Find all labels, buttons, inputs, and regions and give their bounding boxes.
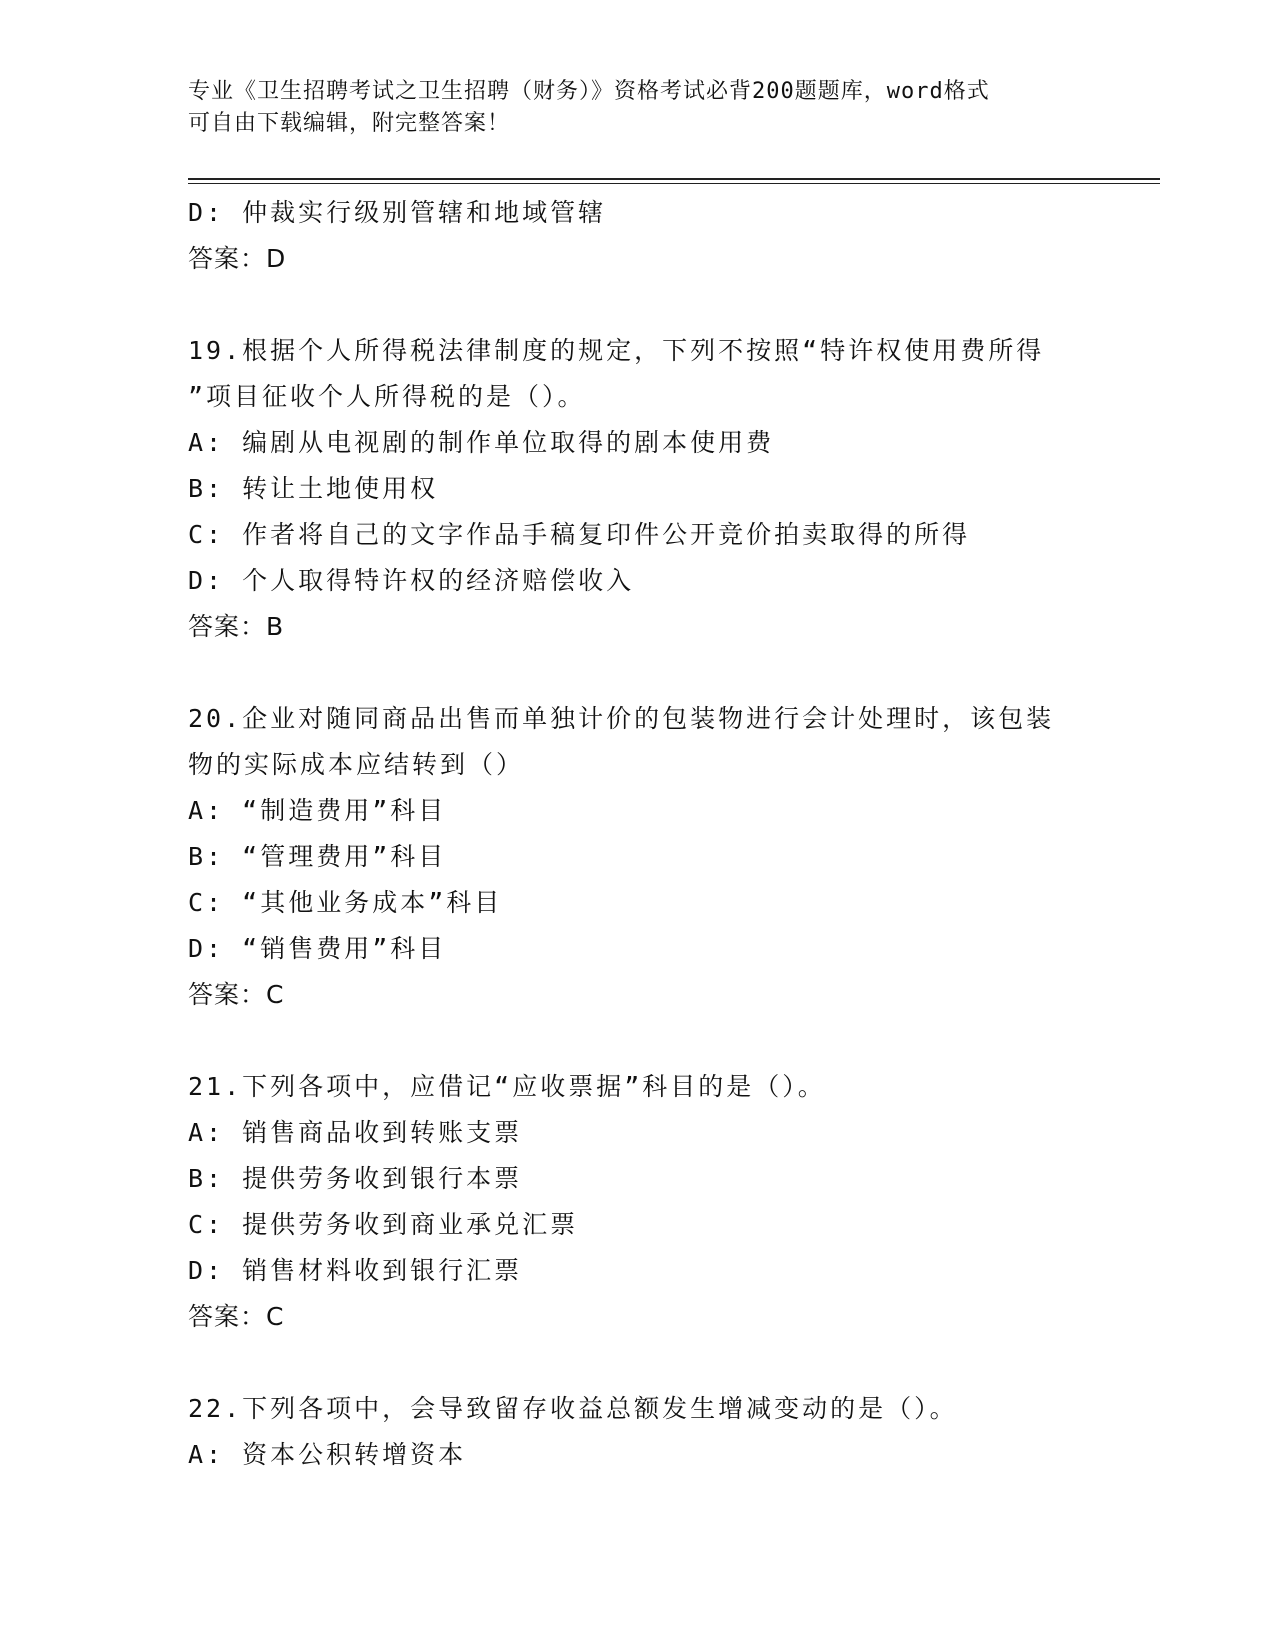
header-line-1: 专业《卫生招聘考试之卫生招聘（财务）》资格考试必背200题题库，word格式 bbox=[188, 79, 990, 104]
answer: 答案：C bbox=[188, 1302, 285, 1331]
option-b: B: 转让土地使用权 bbox=[188, 474, 439, 503]
spacer bbox=[188, 650, 1088, 696]
option-d: D: “销售费用”科目 bbox=[188, 934, 447, 963]
header-line-2: 可自由下载编辑，附完整答案！ bbox=[188, 111, 511, 136]
question-text-line-1: 20.企业对随同商品出售而单独计价的包装物进行会计处理时，该包装 bbox=[188, 704, 1055, 733]
question-text-line-1: 21.下列各项中，应借记“应收票据”科目的是（）。 bbox=[188, 1072, 826, 1101]
question-19 bbox=[188, 328, 1088, 650]
answer: 答案：D bbox=[188, 244, 287, 273]
question-20 bbox=[188, 696, 1088, 1018]
spacer bbox=[188, 282, 1088, 328]
question-22 bbox=[188, 1386, 1088, 1478]
option-d: D: 个人取得特许权的经济赔偿收入 bbox=[188, 566, 635, 595]
option-d: D: 仲裁实行级别管辖和地域管辖 bbox=[188, 198, 607, 227]
document-header bbox=[188, 76, 1088, 140]
option-c: C: “其他业务成本”科目 bbox=[188, 888, 503, 917]
option-a: A: 资本公积转增资本 bbox=[188, 1440, 467, 1469]
option-a: A: 编剧从电视剧的制作单位取得的剧本使用费 bbox=[188, 428, 775, 457]
option-a: A: “制造费用”科目 bbox=[188, 796, 447, 825]
question-text-line-2: ”项目征收个人所得税的是（）。 bbox=[188, 382, 586, 411]
answer: 答案：C bbox=[188, 980, 285, 1009]
question-text-line-1: 22.下列各项中，会导致留存收益总额发生增减变动的是（）。 bbox=[188, 1394, 958, 1423]
question-21 bbox=[188, 1064, 1088, 1340]
prev-question bbox=[188, 190, 1088, 282]
header-divider-thin bbox=[188, 183, 1160, 184]
question-list bbox=[188, 190, 1088, 1478]
spacer bbox=[188, 1340, 1088, 1386]
option-d: D: 销售材料收到银行汇票 bbox=[188, 1256, 523, 1285]
option-b: B: “管理费用”科目 bbox=[188, 842, 447, 871]
option-c: C: 作者将自己的文字作品手稿复印件公开竞价拍卖取得的所得 bbox=[188, 520, 971, 549]
question-text-line-1: 19.根据个人所得税法律制度的规定，下列不按照“特许权使用费所得 bbox=[188, 336, 1045, 365]
question-text-line-2: 物的实际成本应结转到（） bbox=[188, 750, 525, 779]
option-a: A: 销售商品收到转账支票 bbox=[188, 1118, 523, 1147]
spacer bbox=[188, 1018, 1088, 1064]
header-divider-thick bbox=[188, 178, 1160, 180]
option-c: C: 提供劳务收到商业承兑汇票 bbox=[188, 1210, 579, 1239]
answer: 答案：B bbox=[188, 612, 285, 641]
option-b: B: 提供劳务收到银行本票 bbox=[188, 1164, 523, 1193]
